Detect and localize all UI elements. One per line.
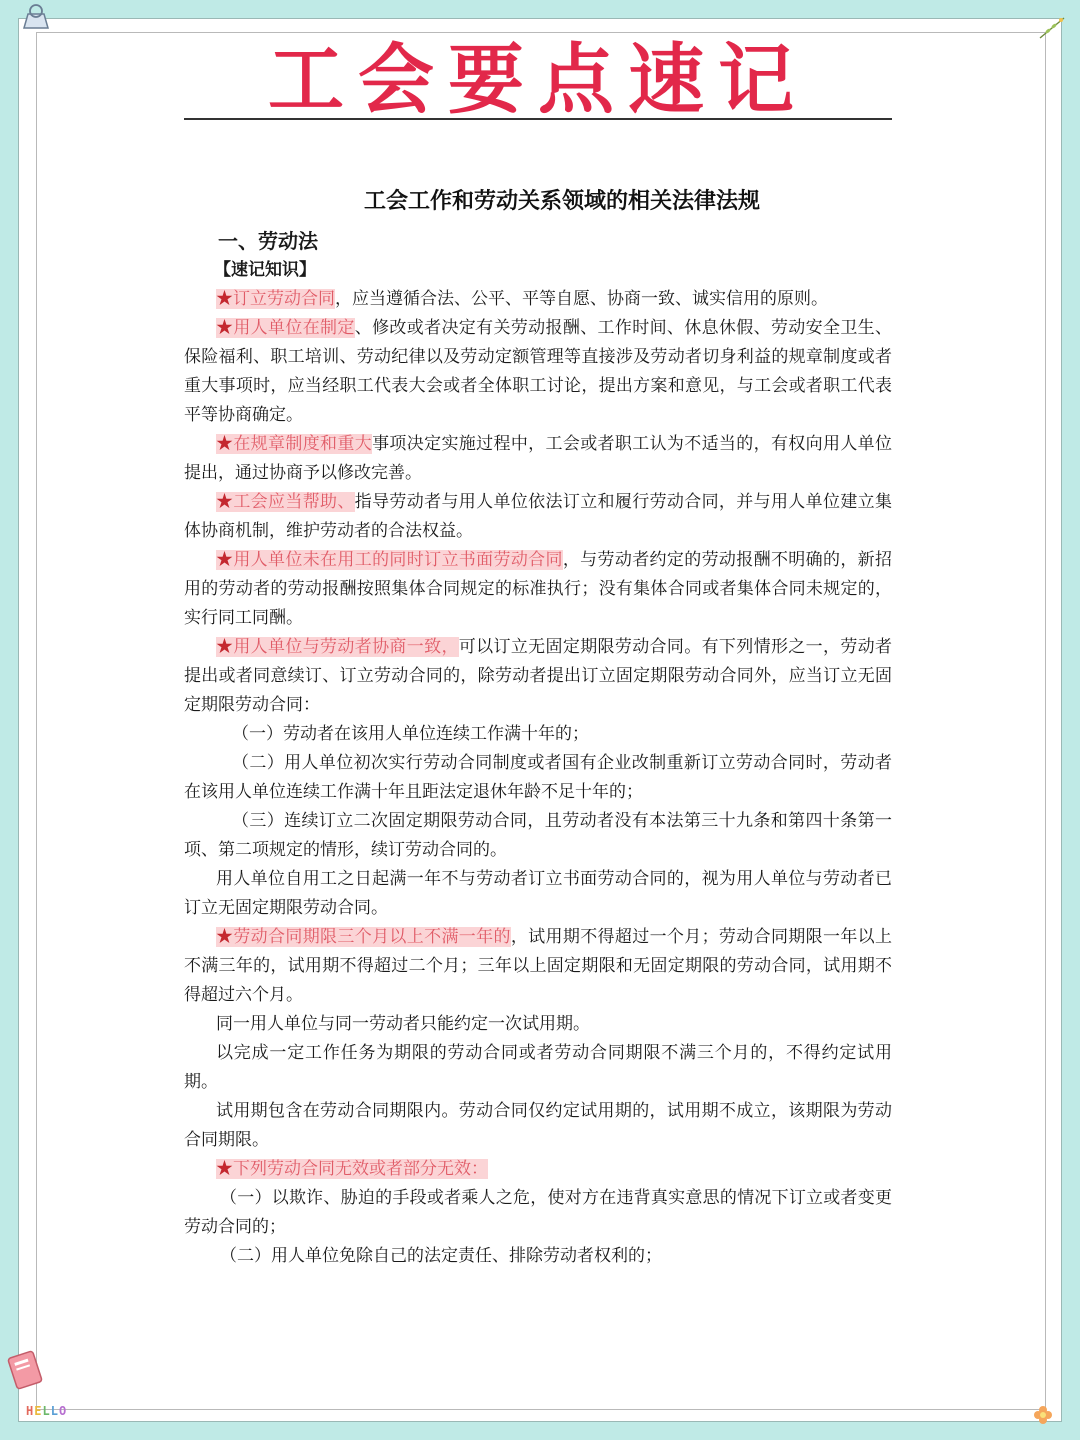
leaf-sprig-icon — [1038, 16, 1066, 40]
paragraph: ★劳动合同期限三个月以上不满一年的，试用期不得超过一个月；劳动合同期限一年以上不满三年的，试用期不得超过二个月；三年以上固定期限和无固定期限的劳动合同，试用期不得超过六个月。 — [184, 927, 893, 1005]
star-icon: ★ — [216, 318, 234, 338]
section-title: 一、劳动法 — [218, 229, 318, 253]
page-title: 工会要点速记 — [268, 35, 808, 124]
highlighted-text: ★工会应当帮助、 — [216, 492, 355, 512]
star-icon: ★ — [216, 434, 234, 454]
paragraph — [184, 1155, 892, 1184]
list-item: （一）以欺诈、胁迫的手段或者乘人之危，使对方在违背真实意思的情况下订立或者变更劳动合同的； — [184, 1188, 892, 1237]
list-item: （二）用人单位初次实行劳动合同制度或者国有企业改制重新订立劳动合同时，劳动者在该用人单位连续工作满十年且距法定退休年龄不足十年的； — [184, 753, 892, 802]
paragraph: 试用期包含在劳动合同期限内。劳动合同仅约定试用期的，试用期不成立，该期限为劳动合同期限。 — [184, 1101, 892, 1150]
title-divider — [184, 118, 892, 120]
paragraph: 以完成一定工作任务为期限的劳动合同或者劳动合同期限不满三个月的，不得约定试用期。 — [184, 1043, 892, 1092]
paragraph: ★用人单位与劳动者协商一致，可以订立无固定期限劳动合同。有下列情形之一，劳动者提出或者同意续订、订立劳动合同的，除劳动者提出订立固定期限劳动合同外，应当订立无固定期限劳动合同： — [184, 637, 893, 715]
paragraph: ★用人单位未在用工的同时订立书面劳动合同，与劳动者约定的劳动报酬不明确的，新招用的劳动者的劳动报酬按照集体合同规定的标准执行；没有集体合同或者集体合同未规定的，实行同工同酬。 — [184, 550, 893, 628]
star-icon: ★ — [216, 492, 234, 512]
list-item: （三）连续订立二次固定期限劳动合同，且劳动者没有本法第三十九条和第四十条第一项、第二项规定的情形，续订劳动合同的。 — [184, 811, 892, 860]
paragraph: 同一用人单位与同一劳动者只能约定一次试用期。 — [216, 1014, 590, 1034]
paragraph: ★工会应当帮助、指导劳动者与用人单位依法订立和履行劳动合同，并与用人单位建立集体协商机制，维护劳动者的合法权益。 — [184, 492, 893, 541]
notebook-icon — [6, 1350, 44, 1392]
highlighted-text: ★用人单位与劳动者协商一致， — [216, 637, 459, 657]
list-item: （二）用人单位免除自己的法定责任、排除劳动者权利的； — [220, 1246, 662, 1266]
paragraph: ★在规章制度和重大事项决定实施过程中，工会或者职工认为不适当的，有权向用人单位提出，通过协商予以修改完善。 — [184, 434, 893, 483]
flower-icon — [1032, 1404, 1054, 1426]
paragraph: ★用人单位在制定、修改或者决定有关劳动报酬、工作时间、休息休假、劳动安全卫生、保险福利、职工培训、劳动纪律以及劳动定额管理等直接涉及劳动者切身利益的规章制度或者重大事项时，应当经职工代表大会或者全体职工讨论，提出方案和意见，与工会或者职工代表平等协商确定。 — [184, 318, 893, 425]
star-icon: ★ — [216, 637, 234, 657]
document-body — [184, 226, 892, 1271]
star-icon: ★ — [216, 1159, 233, 1179]
sub-title: 【速记知识】 — [214, 260, 316, 280]
list-item: （一）劳动者在该用人单位连续工作满十年的； — [232, 724, 589, 744]
highlighted-text: ★下列劳动合同无效或者部分无效： — [216, 1159, 488, 1179]
highlighted-text: ★订立劳动合同 — [216, 289, 335, 309]
highlighted-text: ★用人单位未在用工的同时订立书面劳动合同 — [216, 550, 563, 570]
highlighted-text: ★在规章制度和重大 — [216, 434, 373, 454]
highlighted-text: ★劳动合同期限三个月以上不满一年的 — [216, 927, 511, 947]
binder-clip-icon — [16, 2, 56, 30]
paragraph: 用人单位自用工之日起满一年不与劳动者订立书面劳动合同的，视为用人单位与劳动者已订立无固定期限劳动合同。 — [184, 869, 892, 918]
paragraph: ★订立劳动合同，应当遵循合法、公平、平等自愿、协商一致、诚实信用的原则。 — [216, 289, 828, 309]
star-icon: ★ — [216, 927, 234, 947]
highlighted-text: ★用人单位在制定 — [216, 318, 355, 338]
document-heading: 工会工作和劳动关系领域的相关法律法规 — [363, 188, 760, 214]
hello-sticker: HELLO — [26, 1404, 68, 1418]
star-icon: ★ — [216, 289, 233, 309]
star-icon: ★ — [216, 550, 234, 570]
